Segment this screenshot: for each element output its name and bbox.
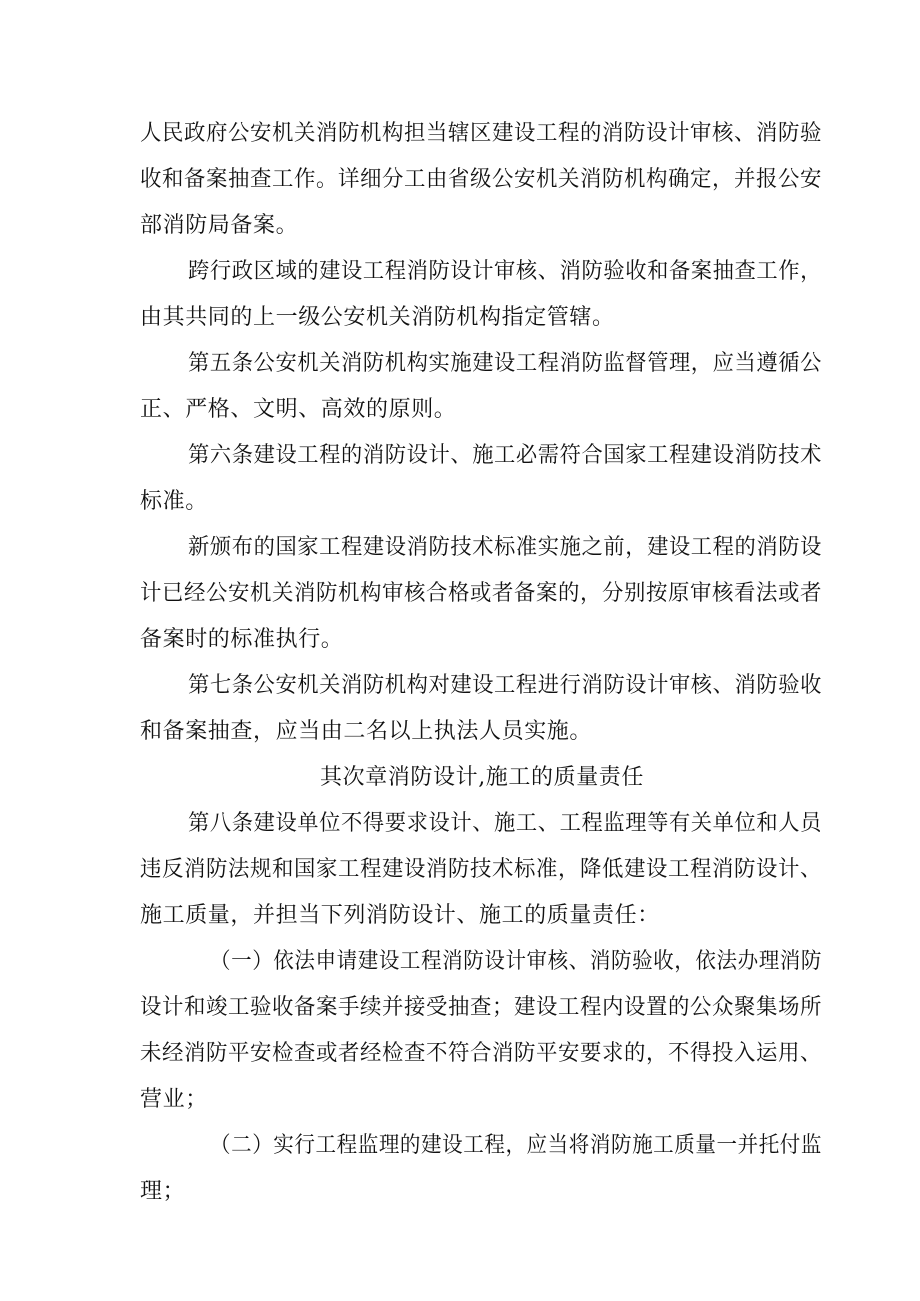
line-text: 备案时的标准执行。	[140, 627, 344, 652]
line-text: 跨行政区域的建设工程消防设计审核、消防验收和备案抽查工作，	[188, 259, 822, 284]
text-line	[0, 985, 920, 1031]
line-text: 标准。	[140, 489, 208, 514]
text-line	[0, 295, 920, 341]
line-text: 理；	[140, 1179, 186, 1204]
text-line	[0, 893, 920, 939]
text-line	[0, 709, 920, 755]
text-line	[0, 1123, 920, 1169]
line-text: 设计和竣工验收备案手续并接受抽查；建设工程内设置的公众聚集场所	[140, 995, 822, 1020]
text-line	[0, 111, 920, 157]
line-text: 第八条建设单位不得要求设计、施工、工程监理等有关单位和人员	[188, 811, 822, 836]
text-line	[0, 801, 920, 847]
chapter-heading-text: 其次章消防设计,施工的质量责任	[320, 765, 644, 790]
text-line	[0, 479, 920, 525]
line-text: 第五条公安机关消防机构实施建设工程消防监督管理，应当遵循公	[188, 351, 822, 376]
text-line	[0, 1077, 920, 1123]
text-line	[0, 571, 920, 617]
text-line	[0, 203, 920, 249]
text-line	[0, 1169, 920, 1215]
line-text: 第六条建设工程的消防设计、施工必需符合国家工程建设消防技术	[188, 443, 822, 468]
line-text: 收和备案抽查工作。详细分工由省级公安机关消防机构确定，并报公安	[140, 167, 822, 192]
text-line	[0, 433, 920, 479]
text-line	[0, 157, 920, 203]
line-text: 正、严格、文明、高效的原则。	[140, 397, 457, 422]
line-text: 第七条公安机关消防机构对建设工程进行消防设计审核、消防验收	[188, 673, 822, 698]
line-text: 部消防局备案。	[140, 213, 299, 238]
text-line	[0, 341, 920, 387]
line-text: （一）依法申请建设工程消防设计审核、消防验收，依法办理消防	[210, 949, 823, 974]
line-text: 施工质量，并担当下列消防设计、施工的质量责任：	[140, 903, 660, 928]
line-text: 计已经公安机关消防机构审核合格或者备案的，分别按原审核看法或者	[140, 581, 822, 606]
text-line	[0, 617, 920, 663]
text-line	[0, 663, 920, 709]
line-text: （二）实行工程监理的建设工程，应当将消防施工质量一并托付监	[210, 1133, 823, 1158]
line-text: 由其共同的上一级公安机关消防机构指定管辖。	[140, 305, 615, 330]
line-text: 违反消防法规和国家工程建设消防技术标准，降低建设工程消防设计、	[140, 857, 822, 882]
line-text: 未经消防平安检查或者经检查不符合消防平安要求的，不得投入运用、	[140, 1041, 822, 1066]
line-text: 新颁布的国家工程建设消防技术标准实施之前，建设工程的消防设	[188, 535, 822, 560]
text-line	[0, 939, 920, 985]
chapter-heading	[0, 755, 920, 801]
line-text: 营业；	[140, 1087, 208, 1112]
text-line	[0, 525, 920, 571]
text-line	[0, 1031, 920, 1077]
text-line	[0, 387, 920, 433]
text-line	[0, 847, 920, 893]
line-text: 人民政府公安机关消防机构担当辖区建设工程的消防设计审核、消防验	[140, 121, 822, 146]
text-line	[0, 249, 920, 295]
line-text: 和备案抽查，应当由二名以上执法人员实施。	[140, 719, 593, 744]
